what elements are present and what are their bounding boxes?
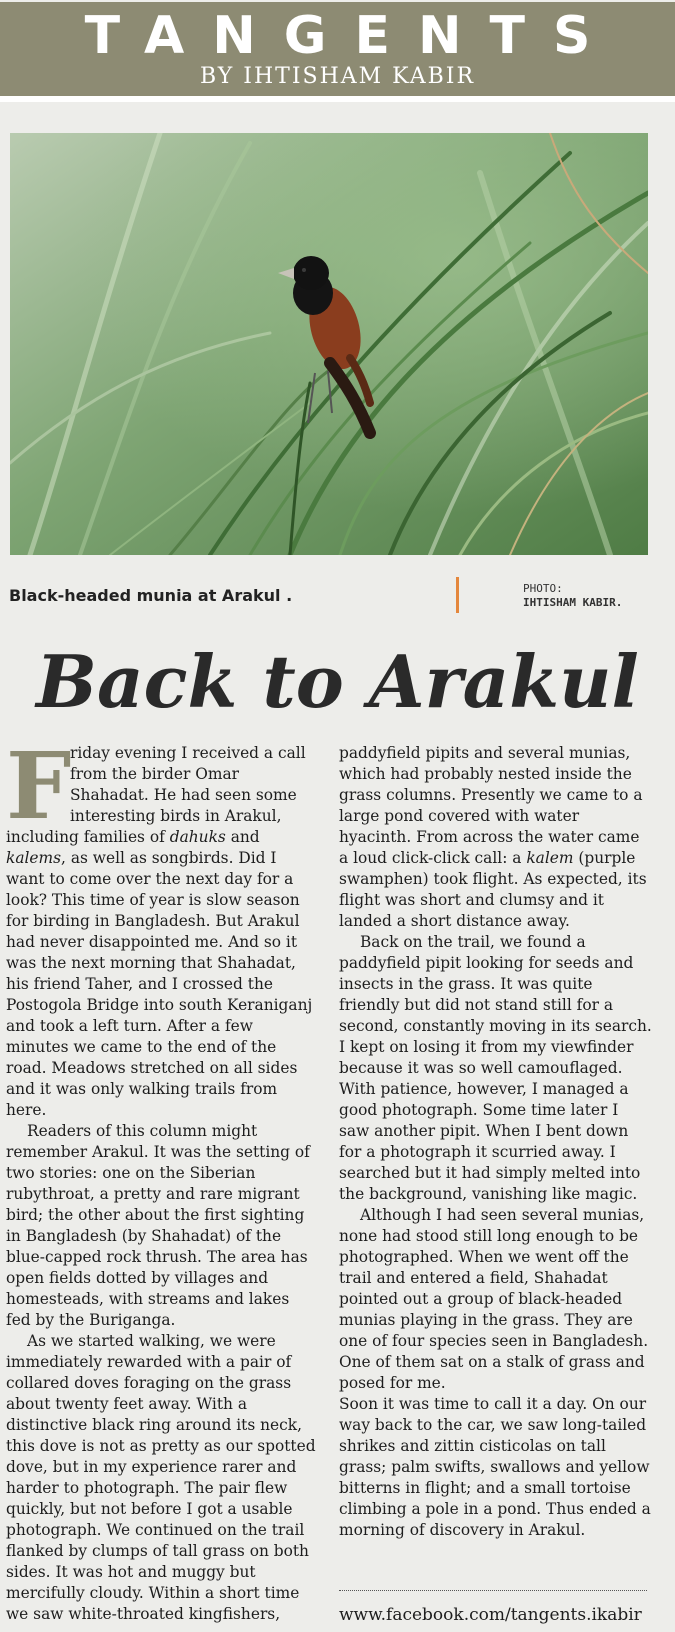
paragraph-5: Back on the trail, we found a paddyfield pipit looking for seeds and insects in the grass. It was quite friendly but did not stand still for a second, constantly moving in its search. I kept on losing it from my viewfinder because it was so well camouflaged. With patience, however, I managed a good photograph. Some time later I saw another pipit. When I bent down for a photograph it scurried away. I searched but it had simply melted into the background, vanishing like magic. [339,933,652,1203]
photo-credit-label: PHOTO: [523,582,563,595]
text-run: paddyfield pipits and several munias, which had probably nested inside the grass columns. Presently we came to a large pond covered with water hyacinth. From across the water came a loud click-click call: a [339,744,643,867]
masthead [0,2,675,96]
photo-credit [523,582,622,610]
drop-cap: F [6,732,72,840]
text-run: riday evening I received a call from the birder Omar Shahadat. He had seen some interesting birds in Arakul, including families of [6,744,306,846]
paragraph-7: Soon it was time to call it a day. On our way back to the car, we saw long-tailed shrikes and zittin cisticolas on tall grass; palm swifts, swallows and yellow bitterns in flight; and a small tortoise climbing a pole in a pond. Thus ended a morning of discovery in Arakul. [339,1395,651,1539]
paragraph-1 [6,732,316,1121]
photo-caption: Black-headed munia at Arakul . [9,586,293,605]
website-link[interactable]: www.facebook.com/tangents.ikabir [339,1605,642,1625]
italic-term: kalem [526,849,574,867]
munia-photo [10,133,648,555]
text-run: and [225,828,260,846]
italic-term: kalems [6,849,62,867]
text-run: , as well as songbirds. Did I want to come over the next day for a look? This time of year is slow season for birding in Bangladesh. But Arakul had never disappointed me. And so it was the next morning that Shahadat, his friend Taher, and I crossed the Postogola Bridge into south Keraniganj and took a left turn. After a few minutes we came to the end of the road. Meadows stretched on all sides and it was only walking trails from here. [6,849,313,1119]
footer-divider [339,1590,647,1591]
paragraph-4 [339,743,653,932]
article-headline: Back to Arakul [36,639,639,724]
masthead-byline: BY IHTISHAM KABIR [199,64,476,89]
text-run: (purple swamphen) took flight. As expected, its flight was short and clumsy and it landed a short distance away. [339,849,647,930]
masthead-title: TANGENTS [84,6,619,66]
paragraph-3: As we started walking, we were immediately rewarded with a pair of collared doves foraging on the grass about twenty feet away. With a distinctive black ring around its neck, this dove is not as pretty as our spotted dove, but in my experience rarer and harder to photograph. The pair flew quickly, but not before I got a usable photograph. We continued on the trail flanked by clumps of tall grass on both sides. It was hot and muggy but mercifully cloudy. Within a short time we saw white-throated kingfishers, [6,1332,316,1623]
caption-divider [456,577,459,613]
paragraph-2: Readers of this column might remember Arakul. It was the setting of two stories: one on the Siberian rubythroat, a pretty and rare migrant bird; the other about the first sighting in Bangladesh (by Shahadat) of the blue-capped rock thrush. The area has open fields dotted by villages and homesteads, with streams and lakes fed by the Buriganga. [6,1122,310,1329]
masthead-rule [0,96,675,102]
paragraph-6: Although I had seen several munias, none had stood still long enough to be photographed. When we went off the trail and entered a field, Shahadat pointed out a group of black-headed munias playing in the grass. They are one of four species seen in Bangladesh. One of them sat on a stalk of grass and posed for me. [339,1206,649,1392]
article-column-left [6,732,316,1625]
italic-term: dahuks [169,828,226,846]
munia-photo-illustration [10,133,648,555]
photo-credit-name: IHTISHAM KABIR. [523,596,623,609]
article-column-right [339,743,653,1541]
